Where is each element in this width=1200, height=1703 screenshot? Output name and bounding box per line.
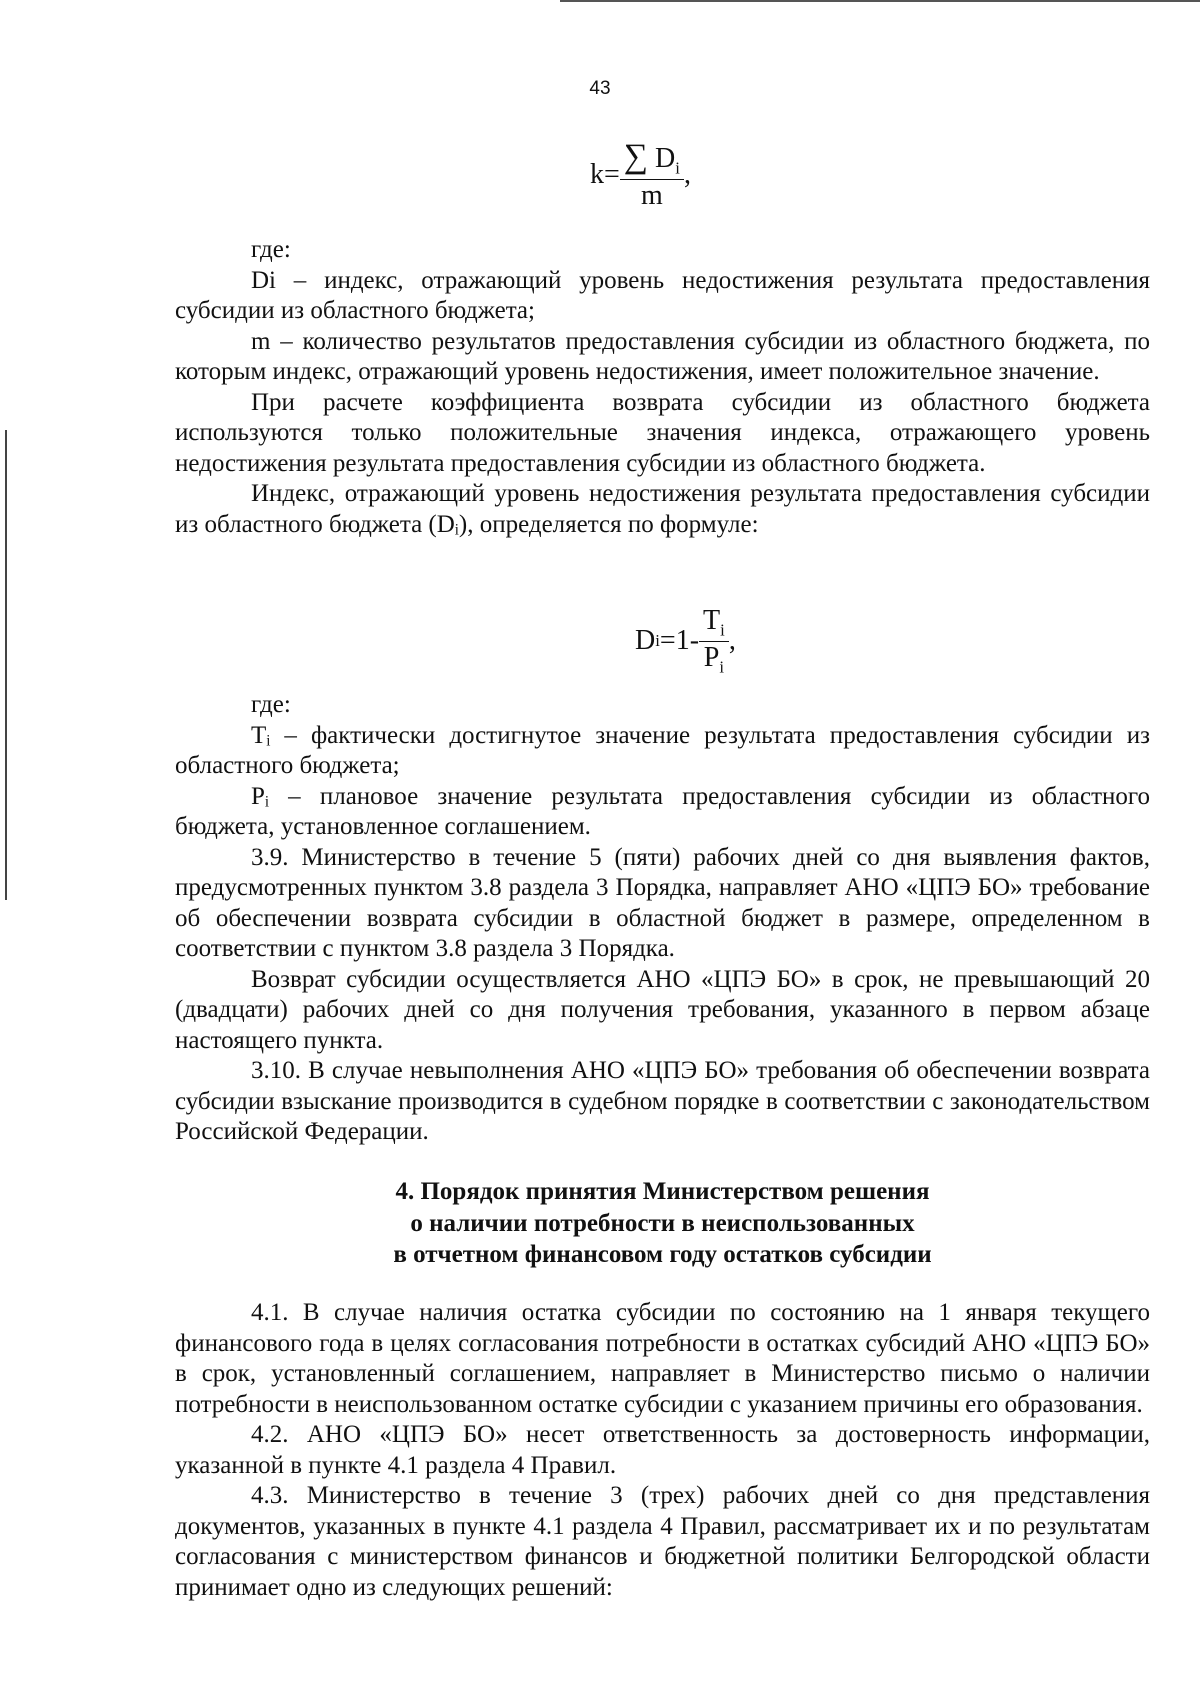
section-4-heading bbox=[175, 1176, 1150, 1271]
paragraph-4-2: 4.2. АНО «ЦПЭ БО» несет ответственность за достоверность информации, указанной в пункте 4.1 раздела 4 Правил. bbox=[175, 1421, 1150, 1479]
left-margin-line bbox=[5, 430, 7, 900]
paragraph-m-definition: m – количество результатов предоставления субсидии из областного бюджета, по которым индекс, отражающий уровень недостижения, имеет положительное значение. bbox=[175, 327, 1150, 385]
paragraph-positive-values: При расчете коэффициента возврата субсидии из областного бюджета используются только положительные значения индекса, отражающего уровень недостижения результата предоставления субсидии из областного бюджета. bbox=[175, 388, 1150, 477]
heading-line-2: о наличии потребности в неиспользованных bbox=[410, 1209, 915, 1237]
formula-k-num-var: D bbox=[655, 143, 676, 174]
paragraph-ti-definition: Tᵢ – фактически достигнутое значение результата предоставления субсидии из областного бюджета; bbox=[175, 721, 1150, 779]
formula-d-lhs: D bbox=[635, 625, 656, 657]
paragraph-4-1: 4.1. В случае наличия остатка субсидии по состоянию на 1 января текущего финансового года в целях согласования потребности в остатках субсидий АНО «ЦПЭ БО» в срок, установленный соглашением, направляет в Министерство письмо о наличии потребности в неиспользованном остатке субсидии с указанием причины его образования. bbox=[175, 1299, 1150, 1418]
paragraph-pi-definition: Pᵢ – плановое значение результата предоставления субсидии из областного бюджета, установленное соглашением. bbox=[175, 782, 1150, 840]
formula-d-num-sub: i bbox=[720, 620, 725, 640]
formula-d bbox=[635, 605, 736, 677]
page-number: 43 bbox=[589, 78, 611, 99]
formula-d-comma: , bbox=[728, 625, 736, 657]
formula-d-numerator bbox=[699, 605, 729, 642]
text-block-3 bbox=[175, 1298, 1150, 1603]
paragraph-di-definition: Di – индекс, отражающий уровень недостижения результата предоставления субсидии из областного бюджета; bbox=[175, 266, 1150, 324]
formula-k-comma: , bbox=[683, 158, 691, 190]
paragraph-3-10: 3.10. В случае невыполнения АНО «ЦПЭ БО» требования об обеспечении возврата субсидии взыскание производится в судебном порядке в соответствии с законодательством Российской Федерации. bbox=[175, 1057, 1150, 1145]
heading-line-1: 4. Порядок принятия Министерством решения bbox=[395, 1178, 930, 1205]
paragraph-return-subsidy: Возврат субсидии осуществляется АНО «ЦПЭ БО» в срок, не превышающий 20 (двадцати) рабочих дней со дня получения требования, указанного в первом абзаце настоящего пункта. bbox=[175, 965, 1150, 1054]
formula-d-num-var: T bbox=[703, 605, 721, 636]
text-block-2 bbox=[175, 690, 1150, 1148]
where-label-2: где: bbox=[251, 691, 291, 718]
formula-d-denominator bbox=[699, 642, 729, 678]
heading-line-3: в отчетном финансовом году остатков субсидии bbox=[393, 1241, 932, 1268]
where-label: где: bbox=[251, 236, 291, 263]
formula-k-numerator bbox=[620, 138, 684, 180]
top-border-line bbox=[560, 0, 1200, 2]
sum-sign: ∑ bbox=[623, 138, 649, 175]
paragraph-4-3: 4.3. Министерство в течение 3 (трех) рабочих дней со дня представления документов, указанных в пункте 4.1 раздела 4 Правил, рассматривает их и по результатам согласования с министерством финансов и бюджетной политики Белгородской области принимает одно из следующих решений: bbox=[175, 1482, 1150, 1601]
formula-k-lhs: k= bbox=[590, 158, 620, 190]
formula-d-den-var: P bbox=[703, 641, 720, 673]
paragraph-index-formula-intro: Индекс, отражающий уровень недостижения результата предоставления субсидии из областного бюджета (Dᵢ), определяется по формуле: bbox=[175, 480, 1150, 538]
formula-k-fraction bbox=[620, 138, 684, 212]
formula-k-denominator: m bbox=[640, 179, 663, 211]
formula-k bbox=[590, 138, 691, 212]
formula-k-num-sub: i bbox=[675, 158, 680, 178]
formula-d-eq: =1- bbox=[659, 625, 700, 657]
formula-d-lhs-sub: i bbox=[655, 631, 660, 651]
formula-d-fraction bbox=[699, 605, 729, 677]
text-block-1 bbox=[175, 235, 1150, 540]
formula-d-den-sub: i bbox=[719, 657, 725, 677]
paragraph-3-9: 3.9. Министерство в течение 5 (пяти) рабочих дней со дня выявления фактов, предусмотренных пунктом 3.8 раздела 3 Порядка, направляет АНО «ЦПЭ БО» требование об обеспечении возврата субсидии в областной бюджет в размере, определенном в соответствии с пунктом 3.8 раздела 3 Порядка. bbox=[175, 843, 1150, 962]
